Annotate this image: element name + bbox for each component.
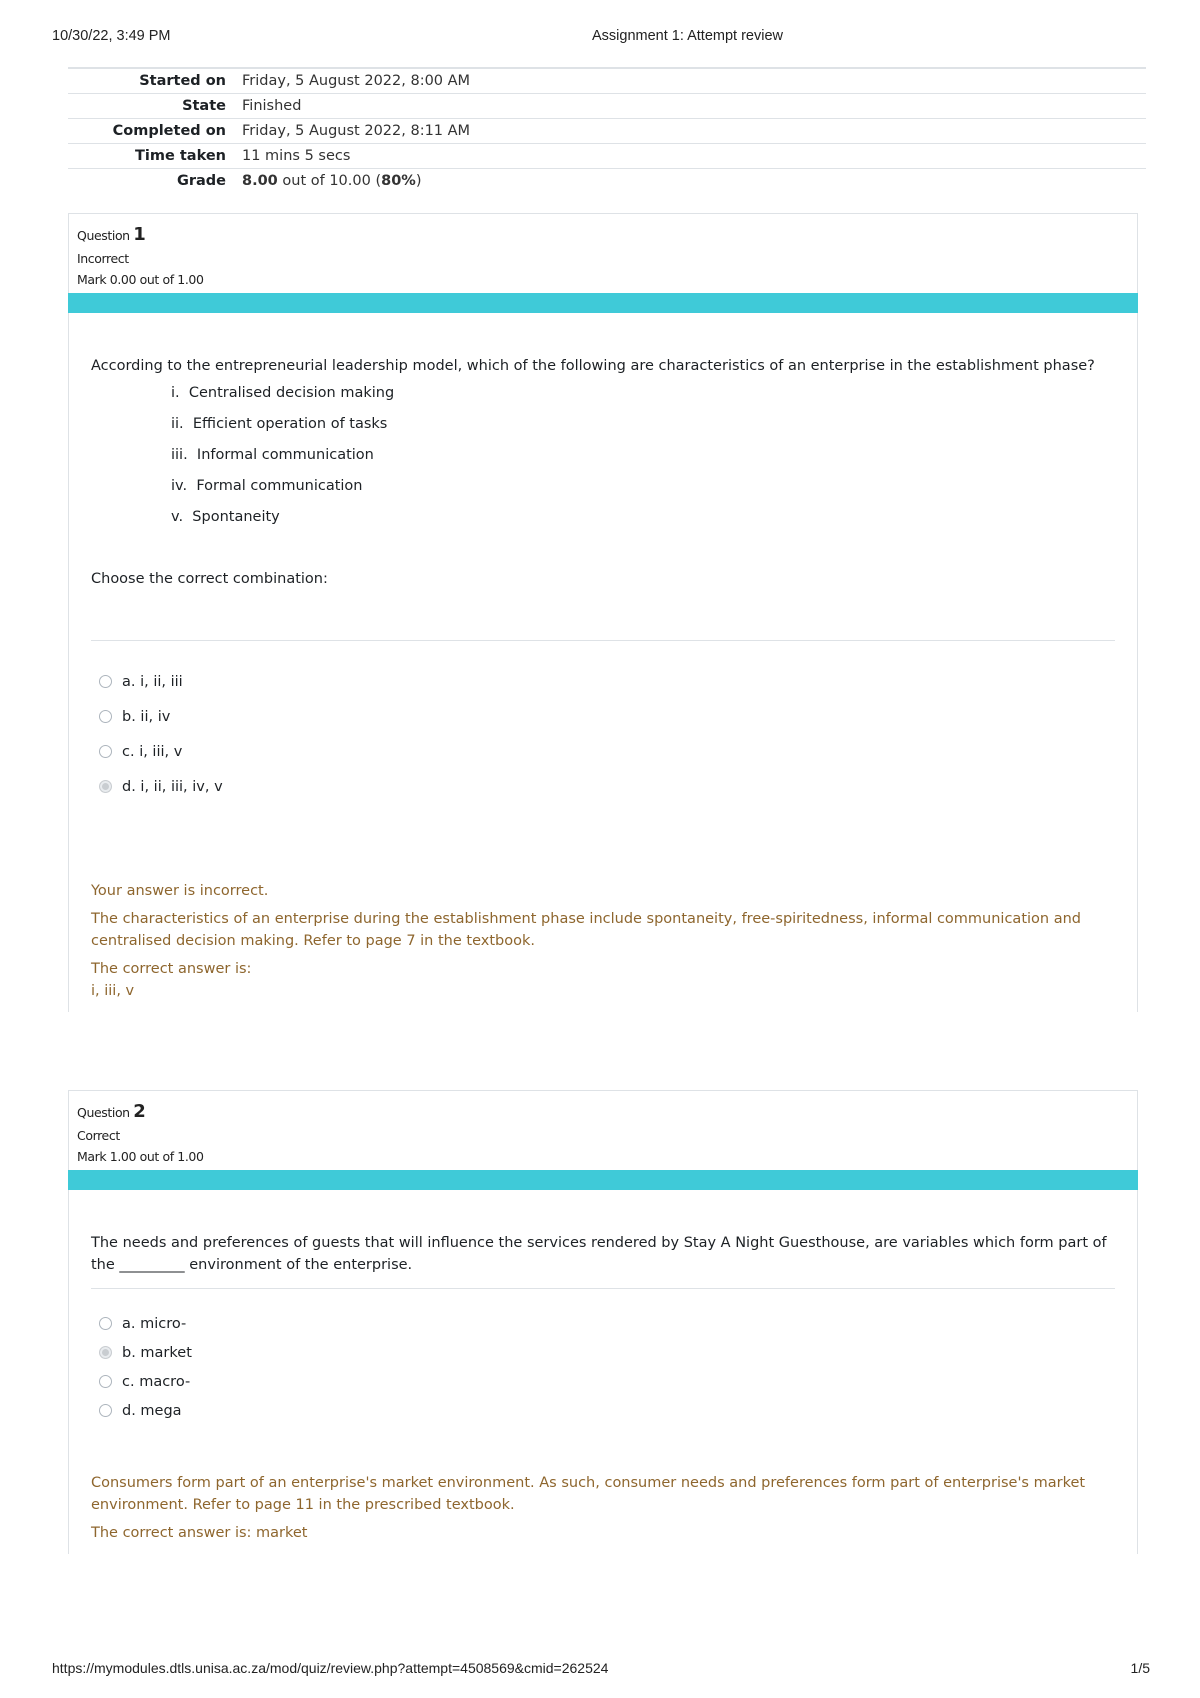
radio-button[interactable] — [99, 745, 112, 758]
answer-options — [91, 1309, 1115, 1425]
question-content — [68, 1190, 1138, 1460]
option-label: a. micro- — [122, 1315, 187, 1332]
option-label: a. i, ii, iii — [122, 673, 183, 690]
summary-label: Time taken — [68, 144, 242, 169]
option-label: c. i, iii, v — [122, 743, 183, 760]
option-label: d. mega — [122, 1402, 182, 1419]
item-number: iv. — [171, 478, 188, 494]
summary-value: Friday, 5 August 2022, 8:11 AM — [242, 119, 1146, 144]
question-number-value: 1 — [133, 224, 146, 245]
question-info — [68, 1090, 1138, 1170]
question-number-value: 2 — [133, 1101, 146, 1122]
answer-option-selected[interactable] — [91, 769, 1115, 804]
summary-row-grade — [68, 169, 1146, 194]
question-state: Incorrect — [77, 251, 129, 266]
answer-option[interactable] — [91, 1367, 1115, 1396]
attempt-summary — [68, 67, 1146, 193]
item-text: Informal communication — [196, 447, 374, 463]
feedback-general: Consumers form part of an enterprise's market environment. As such, consumer needs and preferences form part of enterprise's market environment. Refer to page 11 in the prescribed textbook. — [91, 1475, 1086, 1513]
radio-button[interactable] — [99, 1375, 112, 1388]
question-prompt: Choose the correct combination: — [91, 571, 328, 587]
question-number — [77, 224, 1129, 245]
list-item — [91, 478, 1115, 509]
question-info — [68, 213, 1138, 293]
question-content — [68, 313, 1138, 866]
answer-option[interactable] — [91, 1309, 1115, 1338]
summary-value: Finished — [242, 94, 1146, 119]
radio-button[interactable] — [99, 675, 112, 688]
question-mark: Mark 0.00 out of 1.00 — [77, 272, 204, 287]
summary-label: Started on — [68, 68, 242, 94]
list-item — [91, 385, 1115, 416]
question-1 — [68, 213, 1138, 1012]
page-number: 1/5 — [1130, 1660, 1150, 1676]
answer-option[interactable] — [91, 1396, 1115, 1425]
option-label: b. market — [122, 1344, 192, 1361]
option-label: b. ii, iv — [122, 708, 171, 725]
correct-answer: The correct answer is: market — [91, 1525, 308, 1541]
summary-row-started — [68, 68, 1146, 94]
summary-row-state — [68, 94, 1146, 119]
feedback-result: Your answer is incorrect. — [91, 883, 269, 899]
option-label: d. i, ii, iii, iv, v — [122, 778, 223, 795]
radio-button-checked[interactable] — [99, 780, 112, 793]
answer-options — [91, 664, 1115, 804]
radio-button[interactable] — [99, 710, 112, 723]
item-text: Efficient operation of tasks — [192, 416, 388, 432]
radio-button[interactable] — [99, 1317, 112, 1330]
answer-divider — [91, 640, 1115, 641]
answer-divider — [91, 1288, 1115, 1289]
question-mark: Mark 1.00 out of 1.00 — [77, 1149, 204, 1164]
radio-button-checked[interactable] — [99, 1346, 112, 1359]
question-text: According to the entrepreneurial leadership model, which of the following are characteristics of an enterprise in the establishment phase? — [91, 358, 1095, 374]
question-text: The needs and preferences of guests that will influence the services rendered by Stay A Night Guesthouse, are variables which form part of the _________ environment of the enterprise. — [91, 1235, 1107, 1273]
summary-label: State — [68, 94, 242, 119]
question-label: Question — [77, 228, 130, 243]
print-datetime: 10/30/22, 3:49 PM — [52, 28, 171, 44]
statement-list — [91, 385, 1115, 540]
page-title: Assignment 1: Attempt review — [592, 28, 783, 44]
feedback-general: The characteristics of an enterprise during the establishment phase include spontaneity, free-spiritedness, informal communication and centralised decision making. Refer to page 7 in the textbook. — [91, 911, 1081, 949]
item-text: Centralised decision making — [188, 385, 395, 401]
question-accent-bar — [68, 1170, 1138, 1190]
question-number — [77, 1101, 1129, 1122]
question-accent-bar — [68, 293, 1138, 313]
summary-value: Friday, 5 August 2022, 8:00 AM — [242, 68, 1146, 94]
item-number: ii. — [171, 416, 184, 432]
summary-row-completed — [68, 119, 1146, 144]
correct-answer-label: The correct answer is: — [91, 961, 252, 977]
item-number: v. — [171, 509, 184, 525]
question-label: Question — [77, 1105, 130, 1120]
grade-percent: 80% — [381, 173, 416, 189]
item-text: Formal communication — [196, 478, 363, 494]
answer-option-selected[interactable] — [91, 1338, 1115, 1367]
question-feedback — [68, 1460, 1138, 1554]
option-label: c. macro- — [122, 1373, 191, 1390]
grade-out-of: out of 10.00 ( — [277, 173, 382, 189]
item-number: i. — [171, 385, 180, 401]
answer-option[interactable] — [91, 734, 1115, 769]
question-2 — [68, 1090, 1138, 1554]
item-text: Spontaneity — [192, 509, 280, 525]
question-state: Correct — [77, 1128, 120, 1143]
item-number: iii. — [171, 447, 188, 463]
list-item — [91, 509, 1115, 540]
list-item — [91, 447, 1115, 478]
summary-label: Completed on — [68, 119, 242, 144]
summary-label: Grade — [68, 169, 242, 194]
grade-score: 8.00 — [242, 173, 278, 189]
summary-row-time — [68, 144, 1146, 169]
list-item — [91, 416, 1115, 447]
radio-button[interactable] — [99, 1404, 112, 1417]
question-feedback — [68, 866, 1138, 1012]
grade-value — [242, 169, 1146, 194]
grade-close: ) — [415, 173, 422, 189]
correct-answer-value: i, iii, v — [91, 983, 135, 999]
answer-option[interactable] — [91, 664, 1115, 699]
summary-value: 11 mins 5 secs — [242, 144, 1146, 169]
page-url: https://mymodules.dtls.unisa.ac.za/mod/quiz/review.php?attempt=4508569&cmid=262524 — [52, 1660, 609, 1676]
answer-option[interactable] — [91, 699, 1115, 734]
